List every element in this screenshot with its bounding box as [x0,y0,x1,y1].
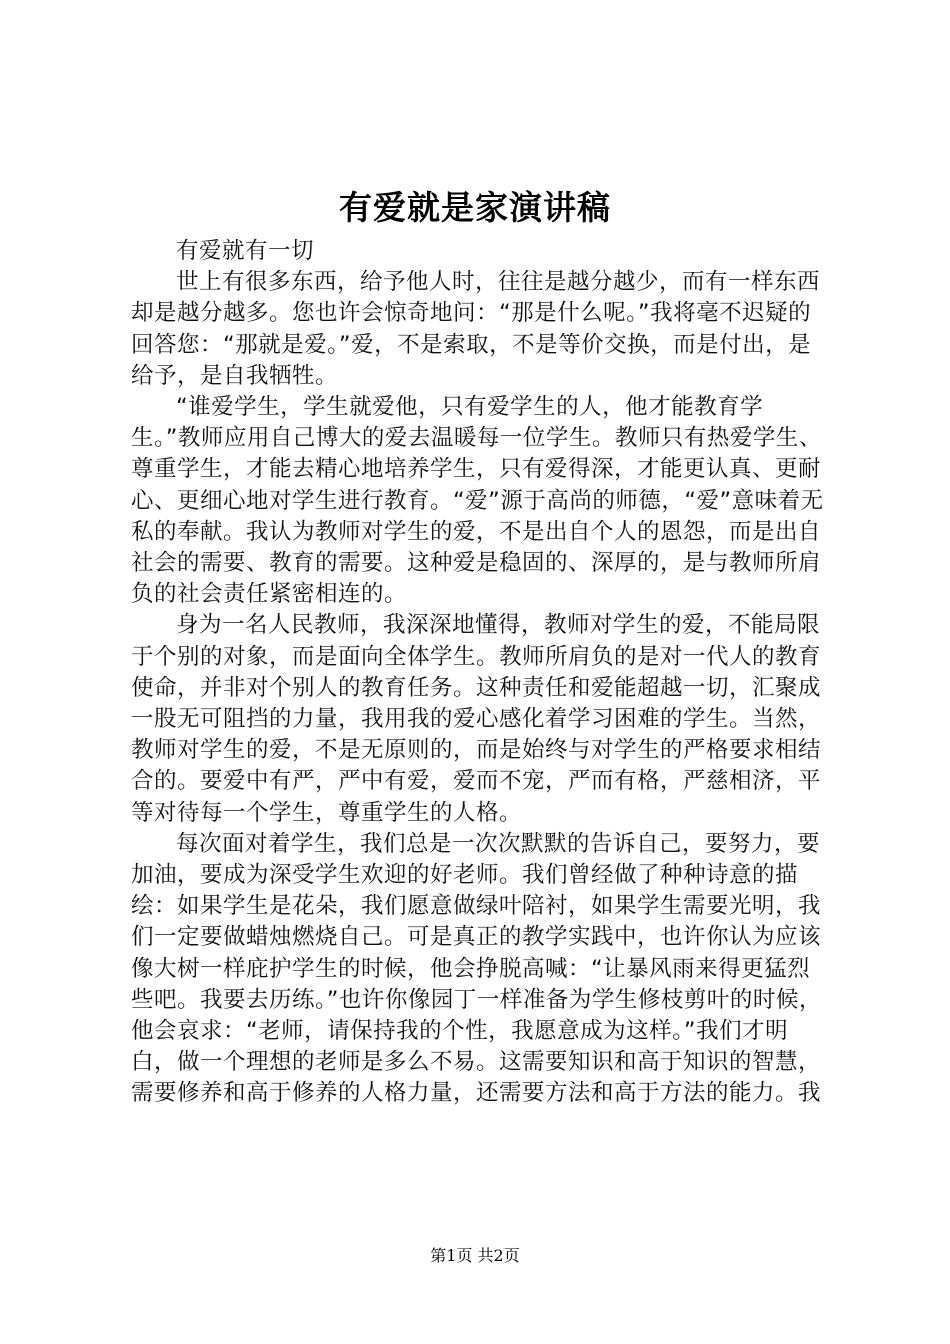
page-number-footer: 第1页 共2页 [430,1246,520,1265]
paragraph: “谁爱学生，学生就爱他，只有爱学生的人，他才能教育学生。”教师应用自己博大的爱去温暖每一位学生。教师只有热爱学生、尊重学生，才能去精心地培养学生，只有爱得深，才能更认真、更耐心、更细心地对学生进行教育。“爱”源于高尚的师德，“爱”意味着无私的奉献。我认为教师对学生的爱，不是出自个人的恩怨，而是出自社会的需要、教育的需要。这种爱是稳固的、深厚的，是与教师所肩负的社会责任紧密相连的。 [131,394,824,608]
paragraph: 世上有很多东西，给予他人时，往往是越分越少，而有一样东西却是越分越多。您也许会惊奇地问：“那是什么呢。”我将毫不迟疑的回答您：“那就是爱。”爱，不是索取，不是等价交换，而是付出，是给予，是自我牺牲。 [131,269,821,389]
document-title: 有爱就是家演讲稿 [339,188,611,227]
paragraph: 每次面对着学生，我们总是一次次默默的告诉自己，要努力，要加油，要成为深受学生欢迎的好老师。我们曾经做了种种诗意的描绘：如果学生是花朵，我们愿意做绿叶陪衬，如果学生需要光明，我们一定要做蜡烛燃烧自己。可是真正的教学实践中，也许你认为应该像大树一样庇护学生的时候，他会挣脱高喊：“让暴风雨来得更猛烈些吧。我要去历练。”也许你像园丁一样准备为学生修枝剪叶的时候，他会哀求：“老师，请保持我的个性，我愿意成为这样。”我们才明白，做一个理想的老师是多么不易。这需要知识和高于知识的智慧，需要修养和高于修养的人格力量，还需要方法和高于方法的能力。我 [131,830,822,1107]
document-body [131,236,831,1110]
paragraph: 身为一名人民教师，我深深地懂得，教师对学生的爱，不能局限于个别的对象，而是面向全体学生。教师所肩负的是对一代人的教育使命，并非对个别人的教育任务。这种责任和爱能超越一切，汇聚成一股无可阻挡的力量，我用我的爱心感化着学习困难的学生。当然，教师对学生的爱，不是无原则的，而是始终与对学生的严格要求相结合的。要爱中有严，严中有爱，爱而不宠，严而有格，严慈相济，平等对待每一个学生，尊重学生的人格。 [131,612,822,826]
paragraph-subtitle: 有爱就有一切 [176,238,315,264]
